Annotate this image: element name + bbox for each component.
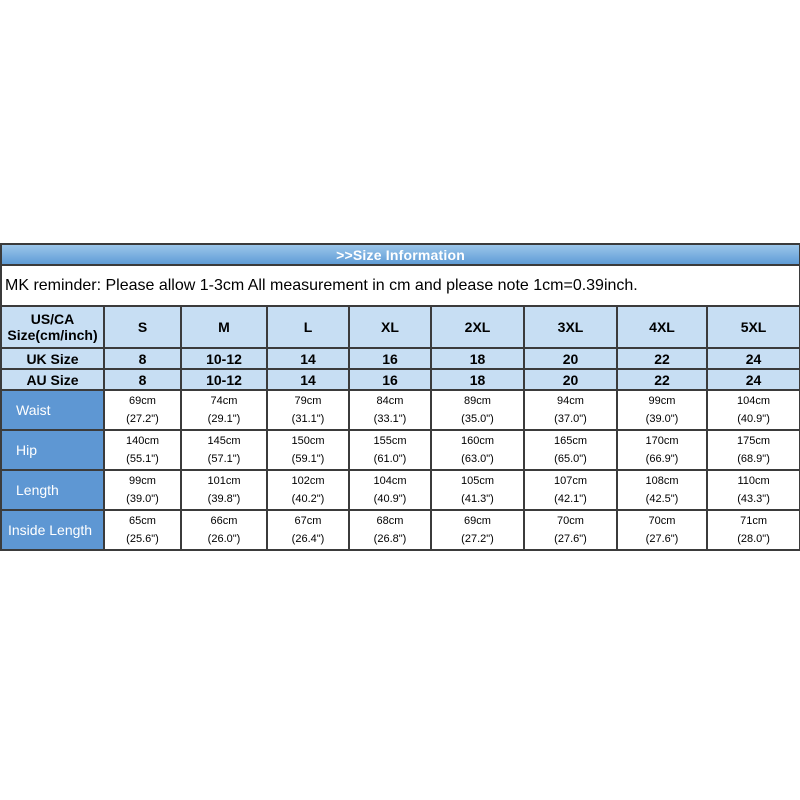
inch-value: (27.6") xyxy=(554,533,587,545)
measurement-cell xyxy=(617,430,707,470)
cm-value: 105cm xyxy=(460,475,495,487)
inch-value: (59.1") xyxy=(291,453,325,465)
table-title: >>Size Information xyxy=(1,244,800,265)
inch-value: (43.3") xyxy=(737,493,770,505)
cm-value: 102cm xyxy=(291,475,325,487)
measurement-row xyxy=(1,510,800,550)
us-size-cell-4: 2XL xyxy=(431,306,524,348)
us-size-cell-5: 3XL xyxy=(524,306,617,348)
inch-value: (40.9") xyxy=(737,413,770,425)
cm-value: 170cm xyxy=(645,435,679,447)
inch-value: (41.3") xyxy=(461,493,494,505)
inch-value: (40.9") xyxy=(373,493,407,505)
measurement-label: Inside Length xyxy=(1,510,104,550)
cm-value: 68cm xyxy=(376,515,404,527)
measurement-cell xyxy=(181,510,267,550)
inch-value: (68.9") xyxy=(737,453,770,465)
inch-value: (31.1") xyxy=(291,413,325,425)
size-chart xyxy=(0,243,799,551)
cm-value: 107cm xyxy=(553,475,588,487)
inch-value: (65.0") xyxy=(554,453,587,465)
au-size-cell-4: 18 xyxy=(431,369,524,390)
cm-value: 108cm xyxy=(645,475,679,487)
measurement-cell xyxy=(181,390,267,430)
measurement-cell xyxy=(181,470,267,510)
cm-value: 79cm xyxy=(294,395,322,407)
us-size-cell-7: 5XL xyxy=(707,306,800,348)
inch-value: (27.2") xyxy=(461,533,494,545)
measurement-cell xyxy=(524,510,617,550)
inch-value: (27.2") xyxy=(126,413,159,425)
us-ca-header xyxy=(1,306,104,348)
inch-value: (61.0") xyxy=(373,453,407,465)
measurement-label: Length xyxy=(1,470,104,510)
au-size-cell-3: 16 xyxy=(349,369,431,390)
measurement-cell xyxy=(104,470,181,510)
inch-value: (42.5") xyxy=(645,493,679,505)
us-size-cell-2: L xyxy=(267,306,349,348)
measurement-cell xyxy=(431,390,524,430)
cm-value: 140cm xyxy=(125,435,160,447)
cm-value: 67cm xyxy=(294,515,322,527)
measurement-cell xyxy=(181,430,267,470)
inch-value: (40.2") xyxy=(291,493,325,505)
measurement-cell xyxy=(617,510,707,550)
uk-size-cell-7: 24 xyxy=(707,348,800,369)
inch-value: (37.0") xyxy=(554,413,587,425)
inch-value: (33.1") xyxy=(373,413,407,425)
inch-value: (26.0") xyxy=(207,533,241,545)
measurement-cell xyxy=(431,510,524,550)
cm-value: 150cm xyxy=(291,435,325,447)
inch-value: (26.8") xyxy=(373,533,407,545)
au-size-cell-1: 10-12 xyxy=(181,369,267,390)
measurement-cell xyxy=(349,390,431,430)
cm-value: 69cm xyxy=(464,515,491,527)
inch-value: (57.1") xyxy=(207,453,241,465)
au-size-label: AU Size xyxy=(1,369,104,390)
measurement-cell xyxy=(267,510,349,550)
cm-value: 89cm xyxy=(464,395,491,407)
cm-value: 145cm xyxy=(207,435,241,447)
au-size-cell-2: 14 xyxy=(267,369,349,390)
measurement-cell xyxy=(104,510,181,550)
au-size-cell-7: 24 xyxy=(707,369,800,390)
inch-value: (26.4") xyxy=(291,533,325,545)
measurement-cell xyxy=(524,390,617,430)
cm-value: 66cm xyxy=(210,515,238,527)
cm-value: 70cm xyxy=(557,515,584,527)
measurement-cell xyxy=(431,470,524,510)
uk-size-cell-5: 20 xyxy=(524,348,617,369)
au-size-cell-6: 22 xyxy=(617,369,707,390)
measurement-cell xyxy=(267,390,349,430)
cm-value: 104cm xyxy=(737,395,771,407)
measurement-cell xyxy=(267,470,349,510)
inch-value: (29.1") xyxy=(207,413,241,425)
reminder-note: MK reminder: Please allow 1-3cm All measurement in cm and please note 1cm=0.39inch. xyxy=(1,265,800,306)
cm-value: 110cm xyxy=(737,475,770,487)
cm-value: 101cm xyxy=(207,475,241,487)
inch-value: (66.9") xyxy=(645,453,679,465)
size-unit-label: Size(cm/inch) xyxy=(7,327,98,343)
uk-size-cell-2: 14 xyxy=(267,348,349,369)
cm-value: 104cm xyxy=(373,475,407,487)
cm-value: 155cm xyxy=(373,435,407,447)
measurement-cell xyxy=(104,390,181,430)
measurement-cell xyxy=(707,510,800,550)
cm-value: 71cm xyxy=(740,515,767,527)
cm-value: 65cm xyxy=(129,515,156,527)
inch-value: (42.1") xyxy=(554,493,587,505)
cm-value: 175cm xyxy=(737,435,771,447)
uk-size-cell-0: 8 xyxy=(104,348,181,369)
measurement-cell xyxy=(349,510,431,550)
uk-size-row xyxy=(1,348,800,369)
measurement-cell xyxy=(524,470,617,510)
cm-value: 70cm xyxy=(648,515,676,527)
measurement-cell xyxy=(707,430,800,470)
cm-value: 99cm xyxy=(648,395,676,407)
measurement-cell xyxy=(707,470,800,510)
inch-value: (63.0") xyxy=(461,453,494,465)
measurement-row xyxy=(1,430,800,470)
inch-value: (39.0") xyxy=(645,413,679,425)
inch-value: (35.0") xyxy=(461,413,494,425)
uk-size-cell-4: 18 xyxy=(431,348,524,369)
inch-value: (39.8") xyxy=(207,493,241,505)
measurement-cell xyxy=(524,430,617,470)
au-size-cell-5: 20 xyxy=(524,369,617,390)
cm-value: 99cm xyxy=(129,475,156,487)
uk-size-cell-6: 22 xyxy=(617,348,707,369)
inch-value: (39.0") xyxy=(126,493,159,505)
au-size-row xyxy=(1,369,800,390)
us-size-cell-1: M xyxy=(181,306,267,348)
cm-value: 74cm xyxy=(210,395,238,407)
measurement-cell xyxy=(707,390,800,430)
cm-value: 160cm xyxy=(460,435,495,447)
measurement-cell xyxy=(617,470,707,510)
uk-size-cell-1: 10-12 xyxy=(181,348,267,369)
measurement-cell xyxy=(349,470,431,510)
us-size-cell-3: XL xyxy=(349,306,431,348)
measurement-cell xyxy=(431,430,524,470)
inch-value: (28.0") xyxy=(737,533,770,545)
us-size-row xyxy=(1,306,800,348)
inch-value: (27.6") xyxy=(645,533,679,545)
measurement-row xyxy=(1,390,800,430)
inch-value: (55.1") xyxy=(126,453,159,465)
cm-value: 69cm xyxy=(129,395,156,407)
measurement-cell xyxy=(349,430,431,470)
measurement-row xyxy=(1,470,800,510)
size-table xyxy=(0,243,800,551)
measurement-cell xyxy=(104,430,181,470)
uk-size-label: UK Size xyxy=(1,348,104,369)
au-size-cell-0: 8 xyxy=(104,369,181,390)
cm-value: 165cm xyxy=(553,435,588,447)
us-ca-label: US/CA xyxy=(30,311,75,327)
inch-value: (25.6") xyxy=(126,533,159,545)
measurement-label: Waist xyxy=(1,390,104,430)
measurement-cell xyxy=(267,430,349,470)
measurement-cell xyxy=(617,390,707,430)
cm-value: 94cm xyxy=(557,395,584,407)
uk-size-cell-3: 16 xyxy=(349,348,431,369)
cm-value: 84cm xyxy=(376,395,404,407)
measurement-label: Hip xyxy=(1,430,104,470)
us-size-cell-6: 4XL xyxy=(617,306,707,348)
us-size-cell-0: S xyxy=(104,306,181,348)
